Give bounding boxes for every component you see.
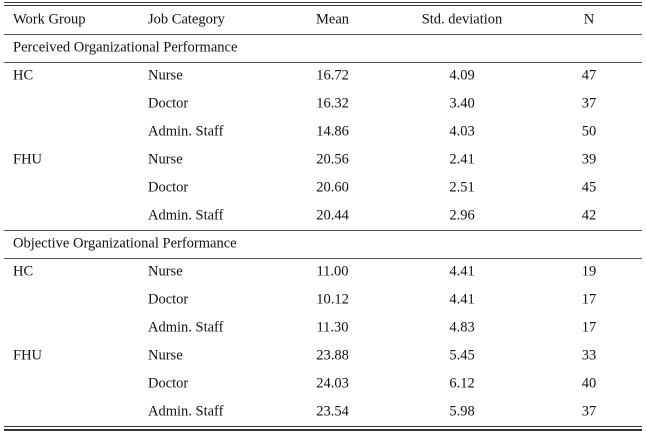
n-cell: 17 [581,291,597,308]
mean-cell: 24.03 [316,375,349,392]
mean-cell: 23.88 [316,347,349,364]
work-group-cell: HC [13,67,34,84]
header-work-group: Work Group [13,11,86,28]
mean-cell: 20.44 [316,207,349,224]
mean-cell: 20.60 [316,179,349,196]
job-category-cell: Admin. Staff [148,319,224,336]
section-title: Objective Organizational Performance [13,235,237,252]
n-cell: 37 [581,403,597,420]
table-rule [4,426,642,427]
work-group-cell: FHU [13,151,43,168]
job-category-cell: Nurse [148,151,183,168]
table-row [4,202,642,230]
table-row [4,314,642,342]
table-rule [4,258,642,259]
std-deviation-cell: 2.96 [449,207,475,224]
n-cell: 19 [581,263,597,280]
table-rule [4,34,642,35]
n-cell: 42 [581,207,597,224]
table-row [4,398,642,426]
std-deviation-cell: 3.40 [449,95,475,112]
job-category-cell: Doctor [148,375,189,392]
table-row [4,118,642,146]
job-category-cell: Admin. Staff [148,207,224,224]
n-cell: 17 [581,319,597,336]
std-deviation-cell: 4.09 [449,67,475,84]
mean-cell: 11.00 [316,263,349,280]
n-cell: 50 [581,123,597,140]
mean-cell: 20.56 [316,151,349,168]
top-rule [4,2,642,3]
work-group-cell: FHU [13,347,43,364]
header-n: N [583,11,595,28]
work-group-cell: HC [13,263,34,280]
std-deviation-cell: 2.51 [449,179,475,196]
std-deviation-cell: 4.83 [449,319,475,336]
mean-cell: 14.86 [316,123,349,140]
table-row [4,286,642,314]
std-deviation-cell: 5.98 [449,403,475,420]
table-row [4,174,642,202]
mean-cell: 16.32 [316,95,349,112]
n-cell: 37 [581,95,597,112]
n-cell: 45 [581,179,597,196]
mean-cell: 11.30 [316,319,349,336]
mean-cell: 16.72 [316,67,349,84]
header-std-deviation: Std. deviation [421,11,503,28]
job-category-cell: Nurse [148,263,183,280]
table-rule [4,62,642,63]
job-category-cell: Doctor [148,95,189,112]
std-deviation-cell: 5.45 [449,347,475,364]
n-cell: 47 [581,67,597,84]
table-row [4,146,642,174]
mean-cell: 23.54 [316,403,349,420]
job-category-cell: Doctor [148,179,189,196]
job-category-cell: Doctor [148,291,189,308]
table-row [4,90,642,118]
n-cell: 39 [581,151,597,168]
table-row [4,258,642,286]
table-row [4,342,642,370]
table-row [4,370,642,398]
n-cell: 33 [581,347,597,364]
mean-cell: 10.12 [316,291,349,308]
std-deviation-cell: 2.41 [449,151,475,168]
job-category-cell: Nurse [148,67,183,84]
section-title-row [4,230,642,258]
n-cell: 40 [581,375,597,392]
job-category-cell: Admin. Staff [148,123,224,140]
table-rule [4,230,642,231]
section-title: Perceived Organizational Performance [13,39,238,56]
header-mean: Mean [315,11,349,28]
job-category-cell: Nurse [148,347,183,364]
statistics-table [4,6,642,426]
header-row [4,6,642,34]
header-job-category: Job Category [148,11,225,28]
std-deviation-cell: 4.41 [449,263,475,280]
std-deviation-cell: 4.03 [449,123,475,140]
job-category-cell: Admin. Staff [148,403,224,420]
table-row [4,62,642,90]
std-deviation-cell: 6.12 [449,375,475,392]
std-deviation-cell: 4.41 [449,291,475,308]
section-title-row [4,34,642,62]
